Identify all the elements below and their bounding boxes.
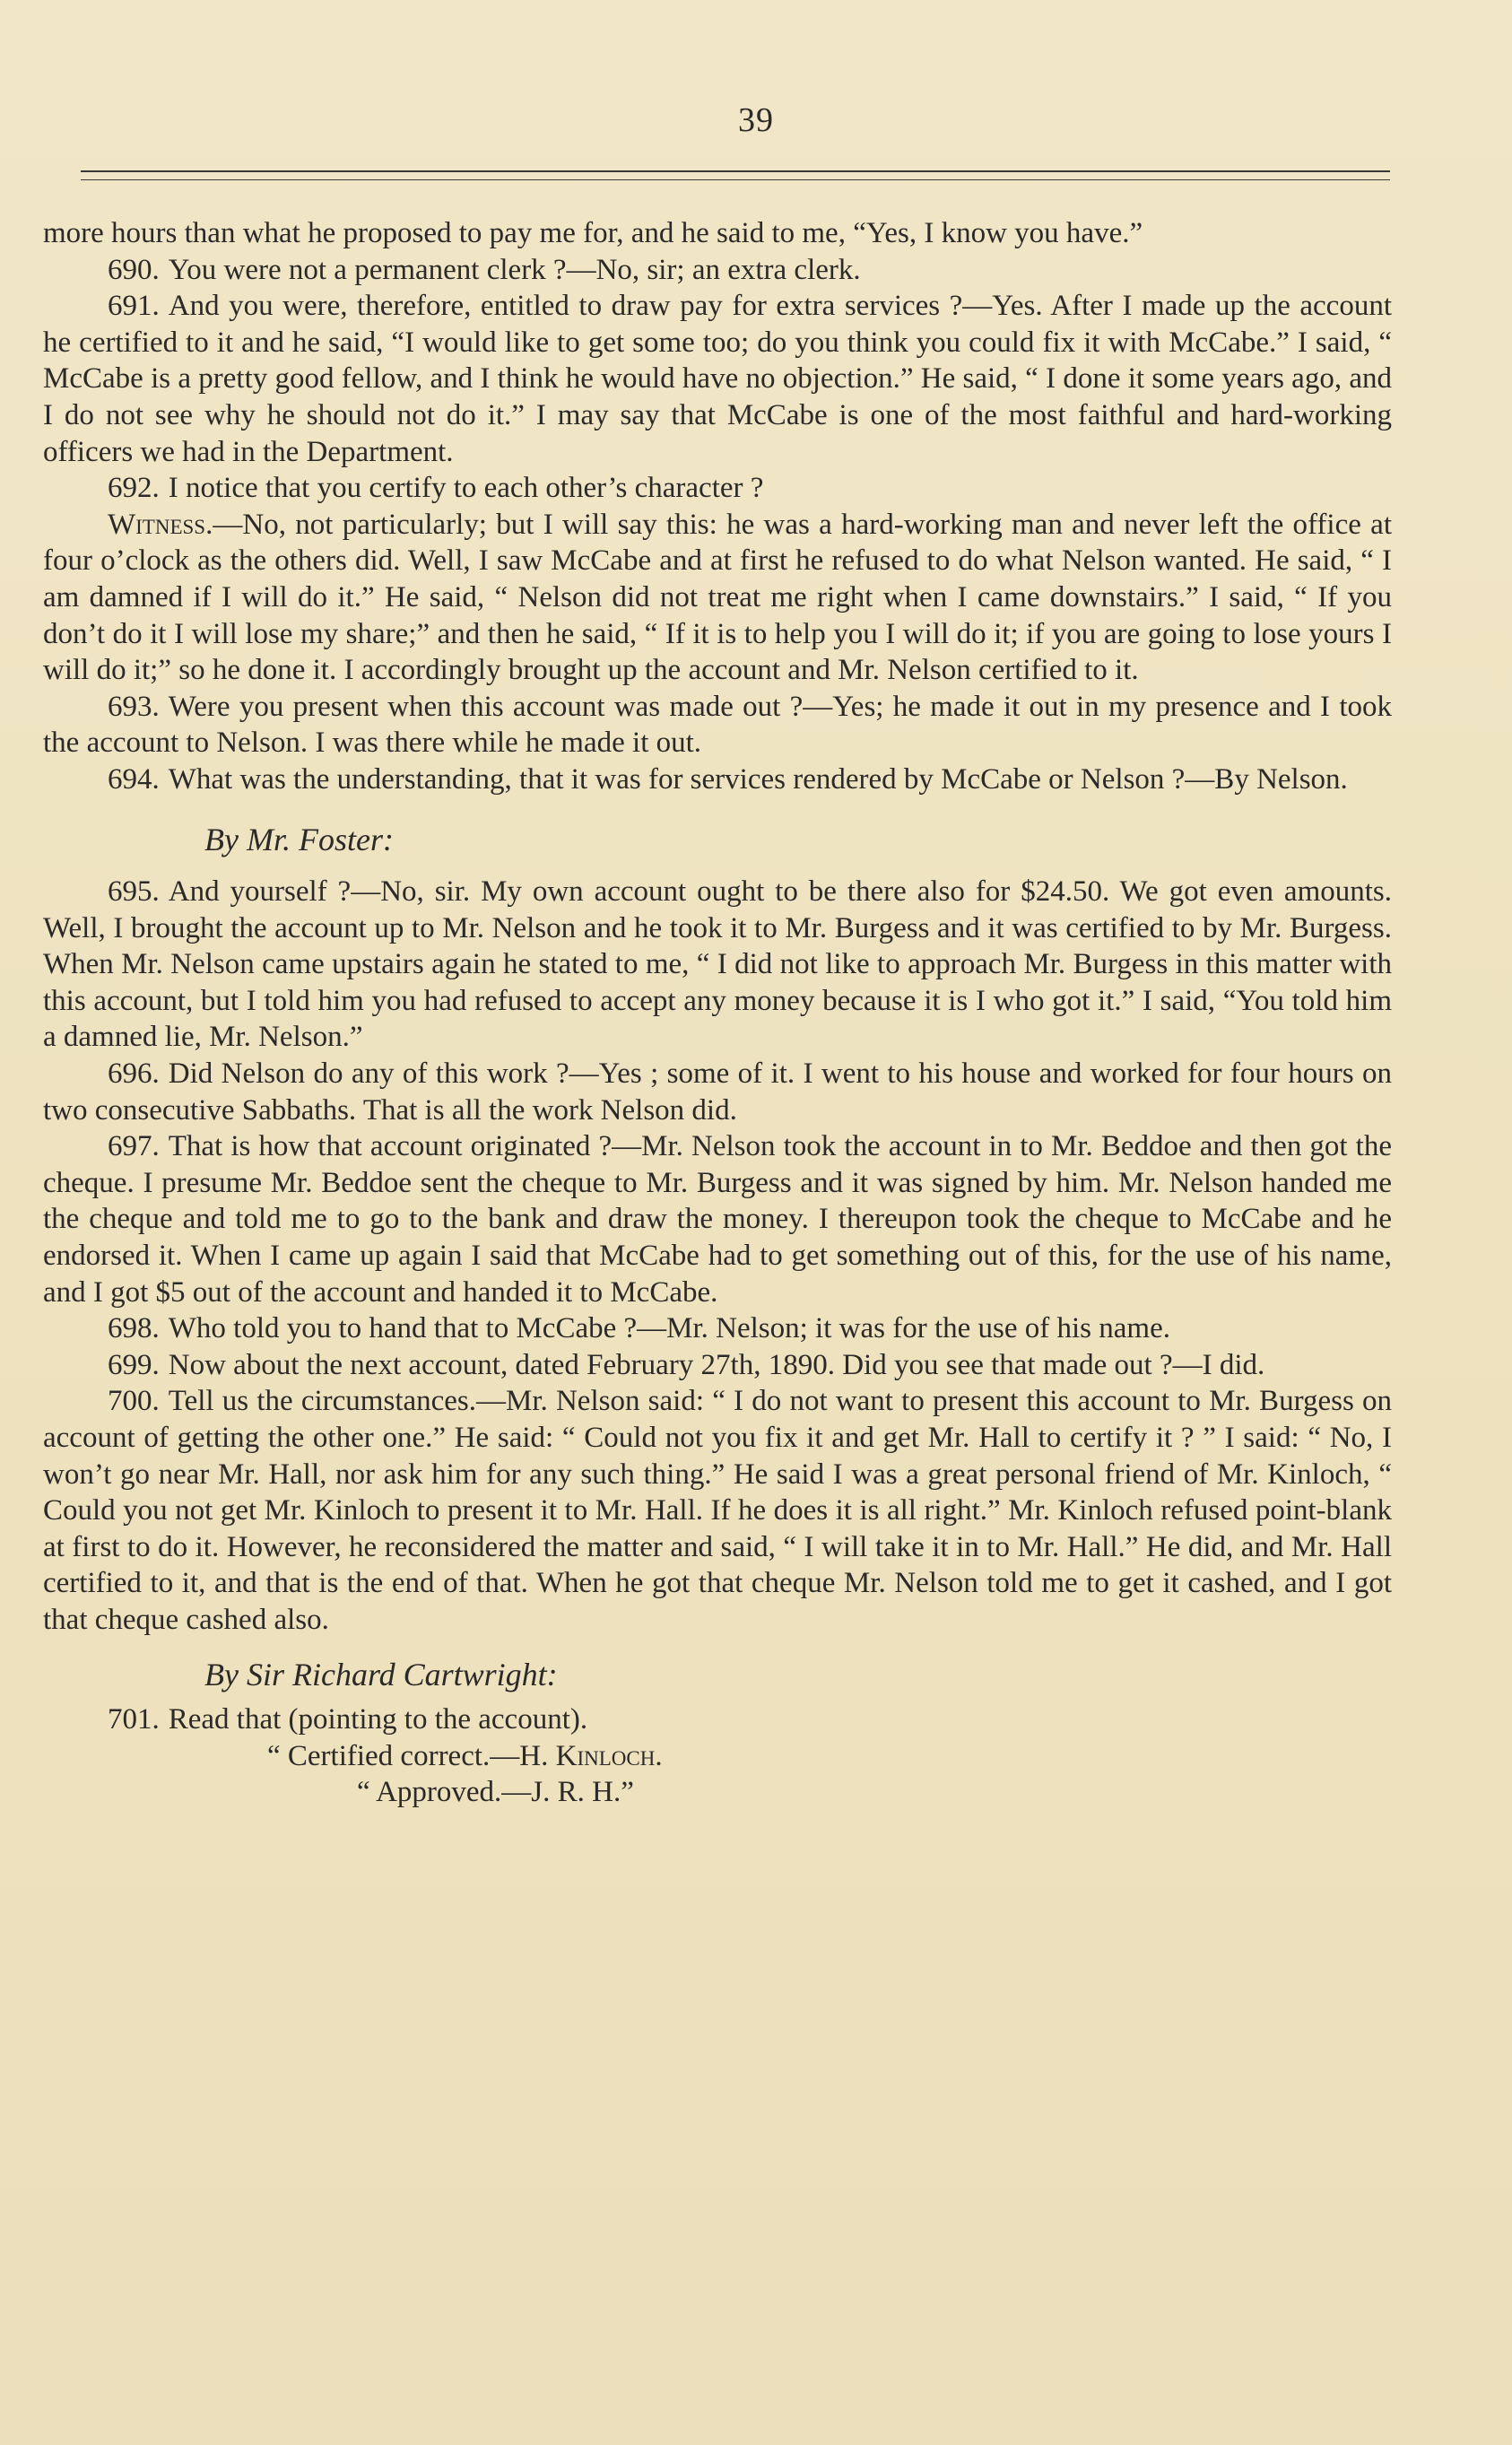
question-text: What was the understanding, that it was for services rendered by McCabe or Nelson ?—By Nelson. [168, 762, 1348, 796]
question-text: I notice that you certify to each other’s character ? [168, 472, 764, 505]
question-text: And you were, therefore, entitled to draw pay for extra services ?—Yes. After I made up the account he certified to it and he said, “I would like to get some too; do you think you could fix it with McCabe.” I said, “ McCabe is a pretty good fellow, and I think he would have no objection.” He said, “ I done it some years ago, and I do not see why he should not do it.” I may say that McCabe is one of the most faithful and hard-working officers we had in the Department. [43, 290, 1392, 468]
examiner-heading-foster: By Mr. Foster: [204, 821, 394, 857]
question-number: 690. [108, 253, 160, 286]
certified-name: Kinloch. [555, 1739, 663, 1772]
question-number: 701. [108, 1703, 160, 1736]
witness-text: —No, not particularly; but I will say this: he was a hard-working man and never left the office at four o’clock as the others did. Well, I saw McCabe and at first he refused to do what Nelson wanted. He said, “ I am damned if I will do it.” He said, “ Nelson did not treat me right when I came downstairs.” I said, “ If you don’t do it I will lose my share;” and then he said, “ If it is to help you I will do it; if you are going to lose yours I will do it;” so he done it. I accordingly brought up the account and Mr. Nelson certified to it. [43, 508, 1392, 687]
question-text: Did Nelson do any of this work ?—Yes ; some of it. I went to his house and worked for four hours on two consecutive Sabbaths. That is all the work Nelson did. [43, 1057, 1392, 1127]
question-number: 700. [108, 1385, 160, 1418]
question-number: 694. [108, 762, 160, 796]
question-text: Now about the next account, dated February 27th, 1890. Did you see that made out ?—I did. [168, 1348, 1265, 1381]
question-number: 691. [108, 290, 160, 323]
paragraph-continued: more hours than what he proposed to pay me for, and he said to me, “Yes, I know you have.” [43, 217, 1143, 249]
examiner-heading-cartwright: By Sir Richard Cartwright: [204, 1656, 558, 1692]
witness-answer [43, 507, 1392, 689]
certified-line [267, 1738, 1392, 1775]
question-text: Who told you to hand that to McCabe ?—Mr. Nelson; it was for the use of his name. [168, 1312, 1170, 1345]
question-693 [43, 689, 1392, 761]
question-691 [43, 288, 1392, 470]
question-number: 695. [108, 875, 160, 909]
question-text: Tell us the circumstances.—Mr. Nelson said: “ I do not want to present this account to Mr. Burgess on account of getting the other one.” He said: “ Could not you fix it and get Mr. Hall to certify it ? ” I said: “ No, I won’t go near Mr. Hall, nor ask him for any such thing.” He said I was a great personal friend of Mr. Kinloch, “ Could you not get Mr. Kinloch to present it to Mr. Hall. If he does it is all right.” Mr. Kinloch refused point-blank at first to do it. However, he reconsidered the matter and said, “ I will take it in to Mr. Hall.” He did, and Mr. Hall certified to it, and that is the end of that. When he got that cheque Mr. Nelson told me to get it cashed, and I got that cheque cashed also. [43, 1385, 1392, 1636]
question-697 [43, 1128, 1392, 1310]
question-text: You were not a permanent clerk ?—No, sir; an extra clerk. [168, 253, 861, 286]
question-number: 696. [108, 1057, 160, 1091]
witness-label: Witness. [108, 508, 213, 541]
question-text: And yourself ?—No, sir. My own account ought to be there also for $24.50. We got even amounts. Well, I brought the account up to Mr. Nelson and he took it to Mr. Burgess and it was certified to by Mr. Burgess. When Mr. Nelson came upstairs again he stated to me, “ I did not like to approach Mr. Burgess in this matter with this account, but I told him you had refused to accept any money because it is I who got it.” I said, “You told him a damned lie, Mr. Nelson.” [43, 875, 1392, 1054]
header-rule-thick [81, 170, 1390, 172]
testimony-text [43, 215, 1392, 1811]
header-rule-thin [81, 179, 1390, 180]
question-number: 699. [108, 1348, 160, 1381]
approved-line: “ Approved.—J. R. H.” [357, 1776, 634, 1809]
question-number: 697. [108, 1130, 160, 1163]
question-690 [43, 252, 1392, 289]
question-695 [43, 874, 1392, 1056]
question-text: Were you present when this account was made out ?—Yes; he made it out in my presence and I took the account to Nelson. I was there while he made it out. [43, 690, 1392, 760]
question-698 [43, 1310, 1392, 1347]
page-number: 39 [738, 101, 774, 139]
question-700 [43, 1383, 1392, 1638]
question-694 [43, 761, 1392, 798]
question-number: 693. [108, 690, 160, 723]
question-699 [43, 1347, 1392, 1384]
question-696 [43, 1056, 1392, 1128]
question-number: 698. [108, 1312, 160, 1345]
certified-prefix: “ Certified correct.—H. [267, 1739, 556, 1772]
question-692 [43, 470, 1392, 507]
question-text: Read that (pointing to the account). [168, 1703, 588, 1736]
question-number: 692. [108, 472, 160, 505]
question-701 [43, 1701, 1392, 1738]
question-text: That is how that account originated ?—Mr. Nelson took the account in to Mr. Beddoe and then got the cheque. I presume Mr. Beddoe sent the cheque to Mr. Burgess and it was signed by him. Mr. Nelson handed me the cheque and told me to go to the bank and draw the money. I thereupon took the cheque to McCabe and he endorsed it. When I came up again I said that McCabe had to get something out of this, for the use of his name, and I got $5 out of the account and handed it to McCabe. [43, 1130, 1392, 1309]
